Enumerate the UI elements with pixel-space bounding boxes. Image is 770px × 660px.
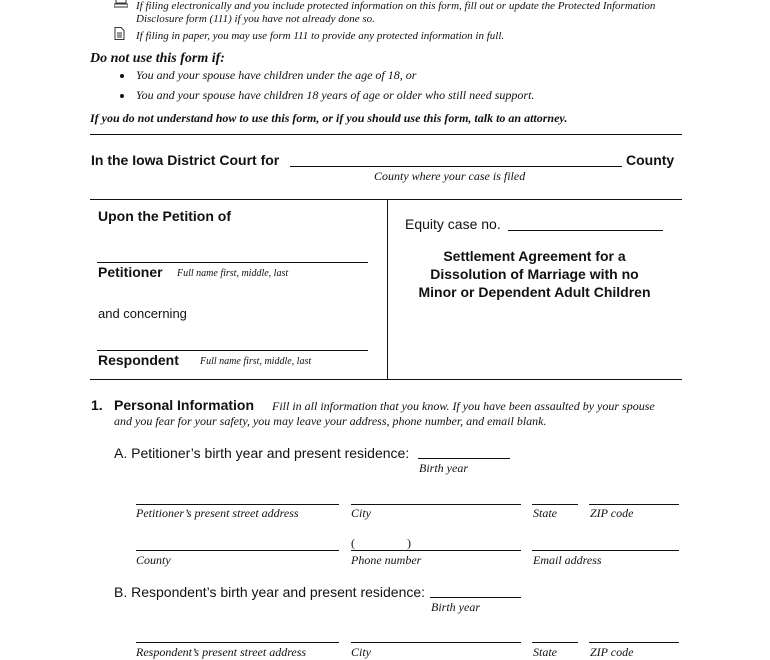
pet-city-line[interactable] [351,504,521,505]
court-suffix: County [626,152,675,168]
birth-year-caption-b: Birth year [431,600,480,614]
bullet-dot [120,94,124,98]
pet-email-caption: Email address [533,553,602,567]
section-title: Personal Information [114,397,255,413]
respondent-name-line[interactable] [97,350,368,351]
caption-top-border [90,199,682,200]
bullet-item-1: You and your spouse have children under the age of 18, or [136,68,417,82]
petitioner-birth-year-line[interactable] [418,458,510,459]
equity-case-label: Equity case no. [405,216,501,232]
resp-state-line[interactable] [532,642,578,643]
pet-phone-caption: Phone number [351,553,422,567]
county-input-line[interactable] [290,166,622,167]
divider [90,134,682,135]
resp-city-caption: City [351,645,371,659]
resp-street-line[interactable] [136,642,339,643]
respondent-birth-year-line[interactable] [430,597,521,598]
resp-zip-caption: ZIP code [590,645,634,659]
pet-email-line[interactable] [532,550,679,551]
form-title-line2: Dissolution of Marriage with no [430,266,639,282]
and-concerning-label: and concerning [98,306,187,321]
court-prefix: In the Iowa District Court for [91,152,280,168]
resp-city-line[interactable] [351,642,521,643]
county-caption: County where your case is filed [374,169,526,183]
electronic-note-line1: If filing electronically and you include protected information on this form, fill out or update the Protected Information [136,0,656,12]
phone-paren-open: ( [351,536,355,550]
section-intro-line2: and you fear for your safety, you may leave your address, phone number, and email blank. [114,414,547,428]
resp-zip-line[interactable] [589,642,679,643]
respondent-hint: Full name first, middle, last [200,356,312,367]
document-icon [114,27,125,40]
bullet-dot [120,74,124,78]
computer-icon [114,0,128,8]
do-not-use-heading: Do not use this form if: [90,51,225,66]
pet-county-line[interactable] [136,550,339,551]
respondent-residence-label: B. Respondent’s birth year and present residence: [114,584,426,600]
form-title-line3: Minor or Dependent Adult Children [418,284,651,300]
petitioner-label: Petitioner [98,264,163,280]
section-intro-line1: Fill in all information that you know. If you have been assaulted by your spouse [272,399,655,413]
caption-bottom-border [90,379,682,380]
form-title-line1: Settlement Agreement for a [443,248,626,264]
respondent-label: Respondent [98,352,179,368]
pet-state-line[interactable] [532,504,578,505]
petitioner-hint: Full name first, middle, last [177,268,289,279]
section-number: 1. [91,397,103,413]
bullet-item-2: You and your spouse have children 18 years of age or older who still need support. [136,88,535,102]
resp-state-caption: State [533,645,557,659]
upon-petition-label: Upon the Petition of [98,208,231,224]
pet-city-caption: City [351,506,371,520]
pet-street-line[interactable] [136,504,339,505]
petitioner-name-line[interactable] [97,262,368,263]
birth-year-caption: Birth year [419,461,468,475]
petitioner-residence-label: A. Petitioner’s birth year and present residence: [114,445,410,461]
phone-paren-close: ) [407,536,411,550]
pet-street-caption: Petitioner’s present street address [136,506,299,520]
pet-phone-line[interactable] [351,550,521,551]
pet-zip-line[interactable] [589,504,679,505]
equity-case-input-line[interactable] [508,230,663,231]
electronic-note-line2: Disclosure form (111) if you have not already done so. [136,13,375,25]
pet-county-caption: County [136,553,171,567]
resp-street-caption: Respondent’s present street address [136,645,307,659]
pet-zip-caption: ZIP code [590,506,634,520]
paper-note: If filing in paper, you may use form 111 to provide any protected information in full. [136,30,505,42]
attorney-note: If you do not understand how to use this form, or if you should use this form, talk to an attorney. [90,111,568,125]
pet-state-caption: State [533,506,557,520]
